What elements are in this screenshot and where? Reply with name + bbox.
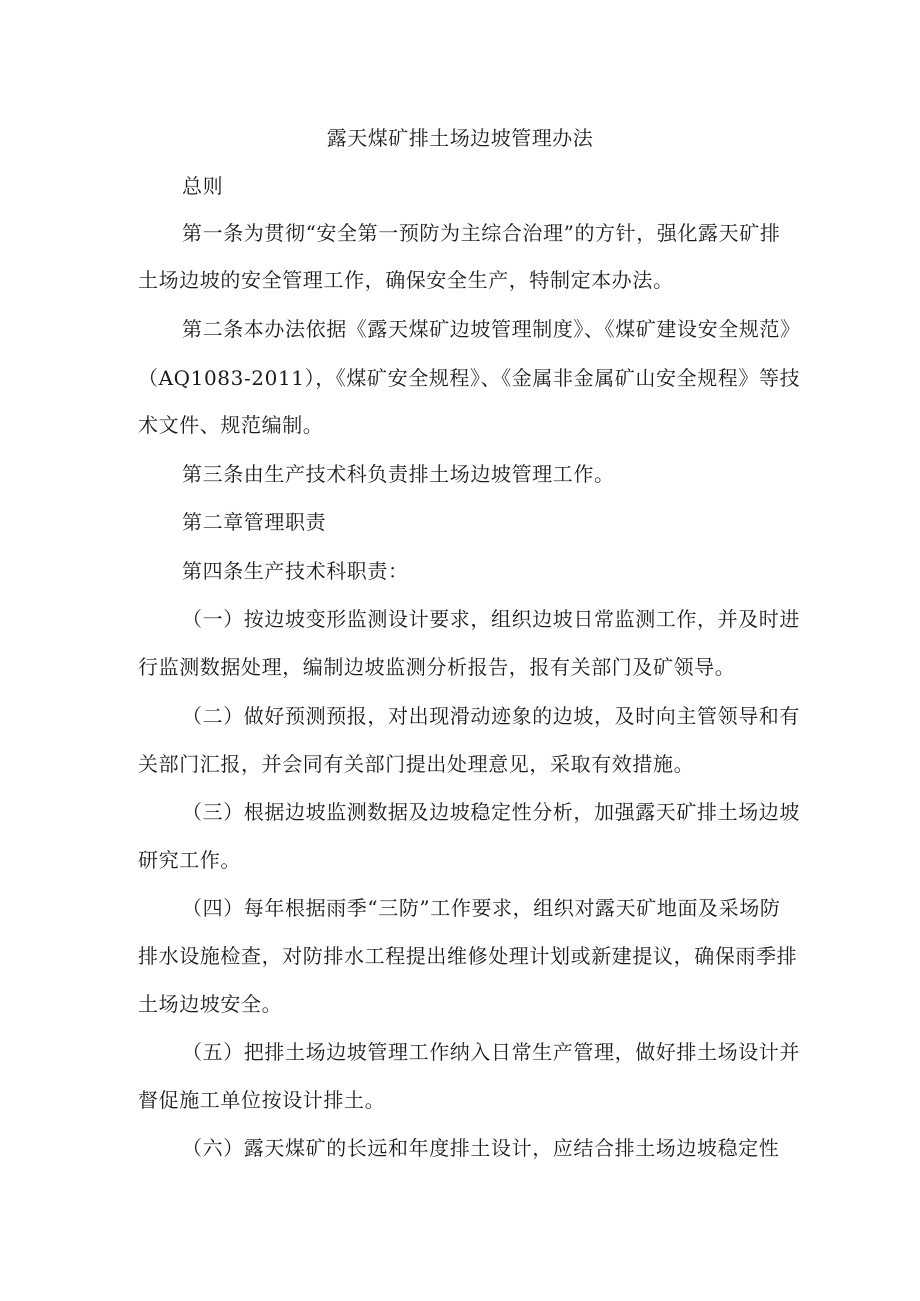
paragraph-line: 排水设施检查，对防排水工程提出维修处理计划或新建提议，确保雨季排 [138, 944, 798, 968]
paragraph-line: 第一条为贯彻“安全第一预防为主综合治理”的方针，强化露天矿排 [182, 221, 781, 245]
chapter-heading: 第二章管理职责 [182, 510, 327, 534]
paragraph-line: （二）做好预测预报，对出现滑动迹象的边坡，及时向主管领导和有 [182, 704, 800, 728]
document-title: 露天煤矿排土场边坡管理办法 [326, 126, 594, 150]
paragraph-line: 土场边坡的安全管理工作，确保安全生产，特制定本办法。 [138, 268, 674, 292]
paragraph-line: （AQ1083-2011），《煤矿安全规程》、《金属非金属矿山安全规程》等技 [138, 366, 801, 390]
paragraph-line: （一）按边坡变形监测设计要求，组织边坡日常监测工作，并及时进 [182, 607, 800, 631]
paragraph-line: 第二条本办法依据《露天煤矿边坡管理制度》、《煤矿建设安全规范》 [182, 317, 801, 341]
section-heading-general: 总则 [182, 174, 224, 198]
paragraph-line: （五）把排土场边坡管理工作纳入日常生产管理，做好排土场设计并 [182, 1040, 800, 1064]
paragraph-line: 关部门汇报，并会同有关部门提出处理意见，采取有效措施。 [138, 752, 695, 776]
paragraph-line: （六）露天煤矿的长远和年度排土设计，应结合排土场边坡稳定性 [182, 1136, 780, 1160]
paragraph-line: （三）根据边坡监测数据及边坡稳定性分析，加强露天矿排土场边坡 [182, 800, 800, 824]
paragraph-line: 督促施工单位按设计排土。 [138, 1088, 386, 1112]
paragraph-line: 土场边坡安全。 [138, 992, 283, 1016]
paragraph-line: 行监测数据处理，编制边坡监测分析报告，报有关部门及矿领导。 [138, 655, 736, 679]
paragraph-line: （四）每年根据雨季“三防”工作要求，组织对露天矿地面及采场防 [182, 896, 781, 920]
paragraph-line: 第四条生产技术科职责： [182, 559, 409, 583]
paragraph-line: 研究工作。 [138, 848, 241, 872]
paragraph-line: 术文件、规范编制。 [138, 413, 324, 437]
paragraph-line: 第三条由生产技术科负责排土场边坡管理工作。 [182, 462, 615, 486]
